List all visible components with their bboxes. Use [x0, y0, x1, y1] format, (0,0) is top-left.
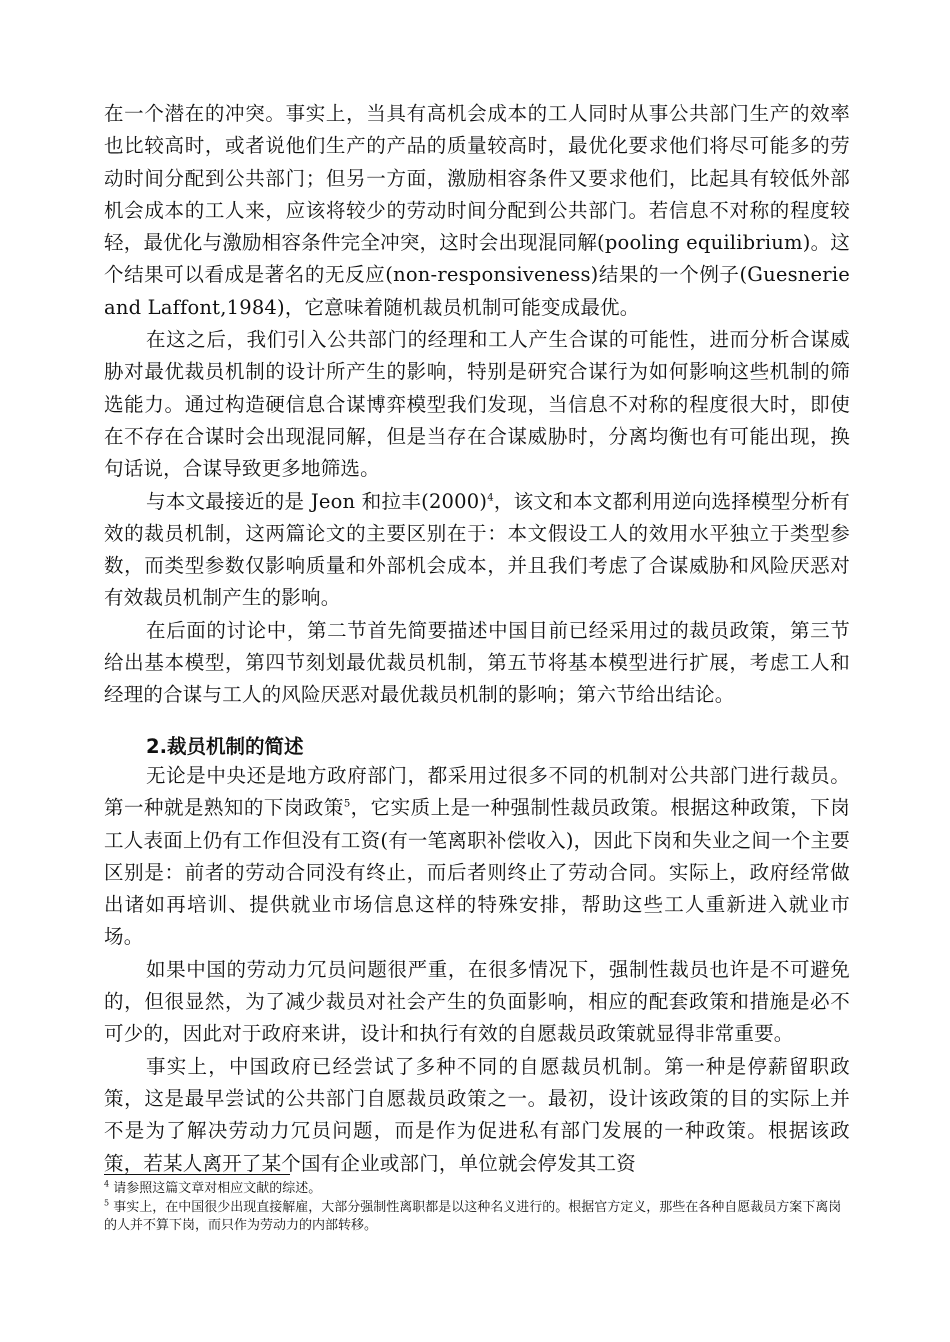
- footnote-divider: [104, 1174, 290, 1175]
- related-work-text-b: ，该文和本文都利用逆向选择模型分析有效的裁员机制，这两篇论文的主要区别在于：本文假设工人的效用水平独立于类型参数，而类型参数仅影响质量和外部机会成本，并且我们考虑了合谋威胁和风险厌恶对有效裁员机制产生的影响。: [104, 489, 850, 610]
- related-work-text-a: 与本文最接近的是 Jeon 和拉丰(2000): [146, 489, 488, 513]
- paragraph-related-work: [104, 486, 850, 615]
- footnotes: [104, 1180, 850, 1236]
- section-p1-text-a: 无论是中央还是地方政府部门，都采用过很多不同的机制对公共部门进行裁员。第一种就是熟知的下岗政策: [104, 764, 850, 820]
- section-paragraph-2: 如果中国的劳动力冗员问题很严重，在很多情况下，强制性裁员也许是不可避免的，但很显然，为了减少裁员对社会产生的负面影响，相应的配套政策和措施是必不可少的，因此对于政府来讲，设计和执行有效的自愿裁员政策就显得非常重要。: [104, 957, 850, 1046]
- footnote-ref-4[interactable]: 4: [487, 492, 494, 504]
- section-paragraph-1: [104, 760, 850, 954]
- section-paragraph-3: 事实上，中国政府已经尝试了多种不同的自愿裁员机制。第一种是停薪留职政策，这是最早尝试的公共部门自愿裁员政策之一。最初，设计该政策的目的实际上并不是为了解决劳动力冗员问题，而是作为促进私有部门发展的一种政策。根据该政策，若某人离开了某个国有企业或部门，单位就会停发其工资: [104, 1054, 850, 1175]
- footnote-ref-5[interactable]: 5: [343, 798, 351, 810]
- intro-body: [104, 98, 850, 712]
- footnote-4: [104, 1180, 850, 1199]
- footnote-mark: 5: [104, 1198, 110, 1208]
- paragraph-continuation: 在一个潜在的冲突。事实上，当具有高机会成本的工人同时从事公共部门生产的效率也比较高时，或者说他们生产的产品的质量较高时，最优化要求他们将尽可能多的劳动时间分配到公共部门；但另一方面，激励相容条件又要求他们，比起具有较低外部机会成本的工人来，应该将较少的劳动时间分配到公共部门。若信息不对称的程度较轻，最优化与激励相容条件完全冲突，这时会出现混同解(pooling equilibrium)。这个结果可以看成是著名的无反应(non-responsiveness)结果的一个例子(Guesnerie and Laffont,1984)，它意味着随机裁员机制可能变成最优。: [104, 102, 850, 319]
- section-heading: 2.裁员机制的简述: [146, 735, 304, 758]
- section-body: [104, 760, 850, 1180]
- paragraph-outline: 在后面的讨论中，第二节首先简要描述中国目前已经采用过的裁员政策，第三节给出基本模型，第四节刻划最优裁员机制，第五节将基本模型进行扩展，考虑工人和经理的合谋与工人的风险厌恶对最优裁员机制的影响；第六节给出结论。: [104, 618, 850, 707]
- footnote-mark: 4: [104, 1179, 110, 1189]
- section-p1-text-b: ，它实质上是一种强制性裁员政策。根据这种政策，下岗工人表面上仍有工作但没有工资(有一笔离职补偿收入)，因此下岗和失业之间一个主要区别是：前者的劳动合同没有终止，而后者则终止了劳动合同。实际上，政府经常做出诸如再培训、提供就业市场信息这样的特殊安排，帮助这些工人重新进入就业市场。: [104, 796, 850, 949]
- paragraph-collusion: 在这之后，我们引入公共部门的经理和工人产生合谋的可能性，进而分析合谋威胁对最优裁员机制的设计所产生的影响，特别是研究合谋行为如何影响这些机制的筛选能力。通过构造硬信息合谋博弈模型我们发现，当信息不对称的程度很大时，即使在不存在合谋时会出现混同解，但是当存在合谋威胁时，分离均衡也有可能出现，换句话说，合谋导致更多地筛选。: [104, 328, 850, 481]
- footnote-text: 请参照这篇文章对相应文献的综述。: [113, 1181, 322, 1196]
- footnote-text: 事实上，在中国很少出现直接解雇，大部分强制性离职都是以这种名义进行的。根据官方定义，那些在各种自愿裁员方案下离岗的人并不算下岗，而只作为劳动力的内部转移。: [104, 1199, 842, 1233]
- footnote-5: [104, 1199, 850, 1236]
